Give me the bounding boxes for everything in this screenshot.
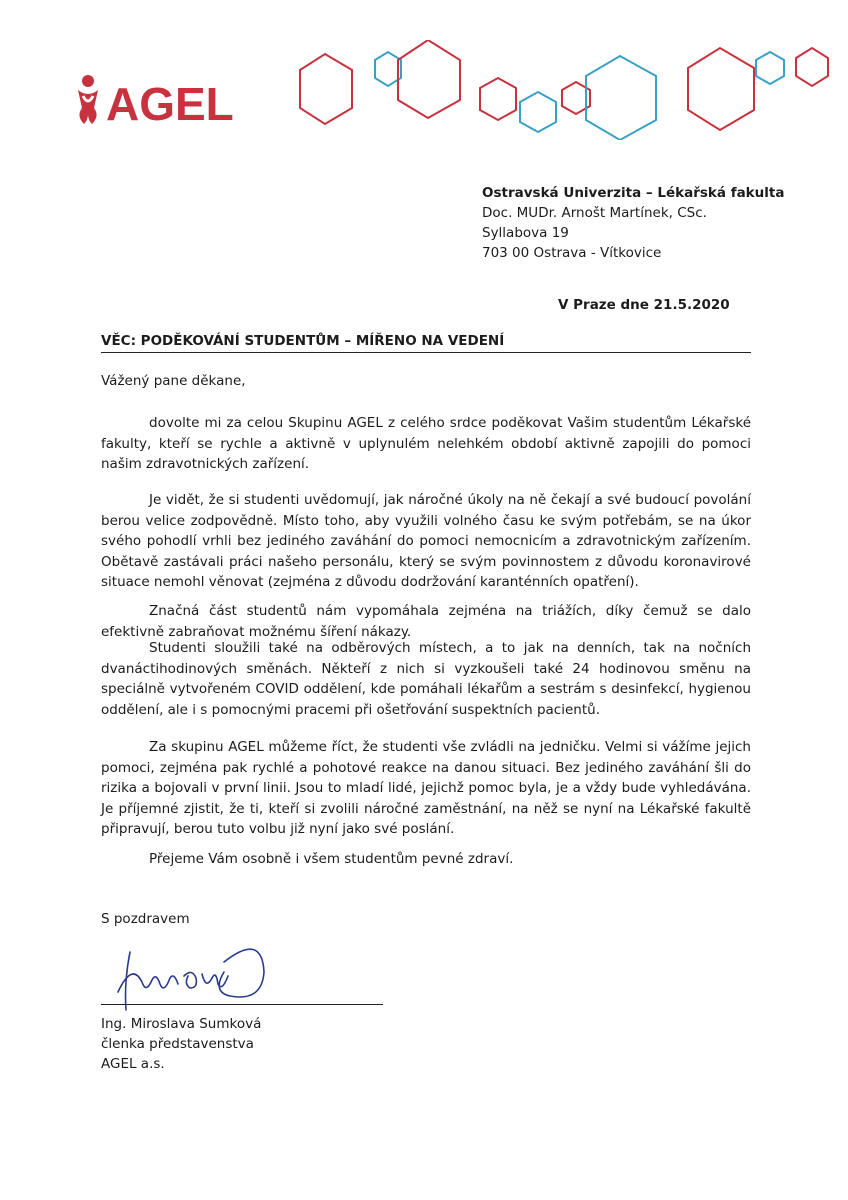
signer-company: AGEL a.s. bbox=[101, 1056, 165, 1072]
logo-wordmark: AGEL bbox=[106, 78, 234, 130]
body-paragraph: Přejeme Vám osobně i všem studentům pevné zdraví. bbox=[149, 851, 514, 867]
hexagon-decoration bbox=[280, 40, 840, 140]
hexagon-shape bbox=[398, 40, 460, 118]
address-line: Ostravská Univerzita – Lékařská fakulta bbox=[482, 185, 785, 201]
address-line: Doc. MUDr. Arnošt Martínek, CSc. bbox=[482, 205, 707, 221]
recipient-address bbox=[482, 183, 784, 263]
letter-subject: VĚC: PODĚKOVÁNÍ STUDENTŮM – MÍŘENO NA VEDENÍ bbox=[101, 333, 505, 349]
hexagon-shape bbox=[796, 48, 828, 86]
body-paragraph: Je vidět, že si studenti uvědomují, jak náročné úkoly na ně čekají a své budoucí povolání berou velice zodpovědně. Místo toho, aby využili volného času ke svým potřebám, se na úkor svého pohodlí vrhli bez jediného zaváhání do pomoci nemocnicím a zdravotnickým zařízením. Obětavě zastávali práci našeho personálu, který se svým povinnostem z důvodu koronavirové situace nemohl věnovat (zejména z důvodu dodržování karanténních opatření). bbox=[101, 492, 751, 591]
letter-closing: S pozdravem bbox=[101, 911, 190, 927]
subject-divider bbox=[101, 352, 751, 353]
address-line: 703 00 Ostrava - Vítkovice bbox=[482, 245, 662, 261]
body-paragraph: Značná část studentů nám vypomáhala zejména na triážích, díky čemuž se dalo efektivně zabraňovat možnému šíření nákazy. bbox=[101, 603, 751, 640]
body-paragraph: Studenti sloužili také na odběrových místech, a to jak na denních, tak na nočních dvanáctihodinových směnách. Někteří z nich si vyzkoušeli také 24 hodinovou směnu na speciálně vytvořeném COVID oddělení, kde pomáhali lékařům a sestrám s desinfekcí, hygienou oddělení, ale i s pomocnými pracemi při ošetřování suspektních pacientů. bbox=[101, 640, 751, 718]
agel-logo-mark bbox=[74, 72, 254, 132]
hexagon-shape bbox=[688, 48, 754, 130]
body-paragraph: dovolte mi za celou Skupinu AGEL z celého srdce poděkovat Vašim studentům Lékařské fakulty, kteří se rychle a aktivně v uplynulém nelehkém období aktivně zapojili do pomoci našim zdravotnických zařízení. bbox=[101, 415, 751, 473]
hexagon-shape bbox=[300, 54, 352, 124]
signer-role: členka představenstva bbox=[101, 1036, 254, 1052]
address-line: Syllabova 19 bbox=[482, 225, 569, 241]
signer-block bbox=[101, 1014, 261, 1074]
hexagon-shape bbox=[520, 92, 556, 132]
handwritten-signature bbox=[112, 932, 282, 1012]
hexagon-shape bbox=[480, 78, 516, 120]
signature-line bbox=[101, 1004, 383, 1005]
signer-name: Ing. Miroslava Sumková bbox=[101, 1016, 262, 1032]
body-paragraph: Za skupinu AGEL můžeme říct, že studenti vše zvládli na jedničku. Velmi si vážíme jejich pomoci, zejména pak rychlé a pohotové reakce na danou situaci. Bez jediného zaváhání šli do rizika a bojovali v první linii. Jsou to mladí lidé, jejichž pomoc byla, je a vždy bude vyhledávána. Je příjemné zjistit, že ti, kteří si zvolili náročné zaměstnání, na něž se nyní na Lékařské fakultě připravují, berou tuto volbu již nyní jako své poslání. bbox=[101, 739, 751, 838]
agel-logo bbox=[74, 72, 274, 128]
letter-date: V Praze dne 21.5.2020 bbox=[558, 297, 730, 313]
letter-greeting: Vážený pane děkane, bbox=[101, 373, 246, 389]
hexagon-shape bbox=[586, 56, 656, 140]
hexagon-shape bbox=[756, 52, 784, 84]
